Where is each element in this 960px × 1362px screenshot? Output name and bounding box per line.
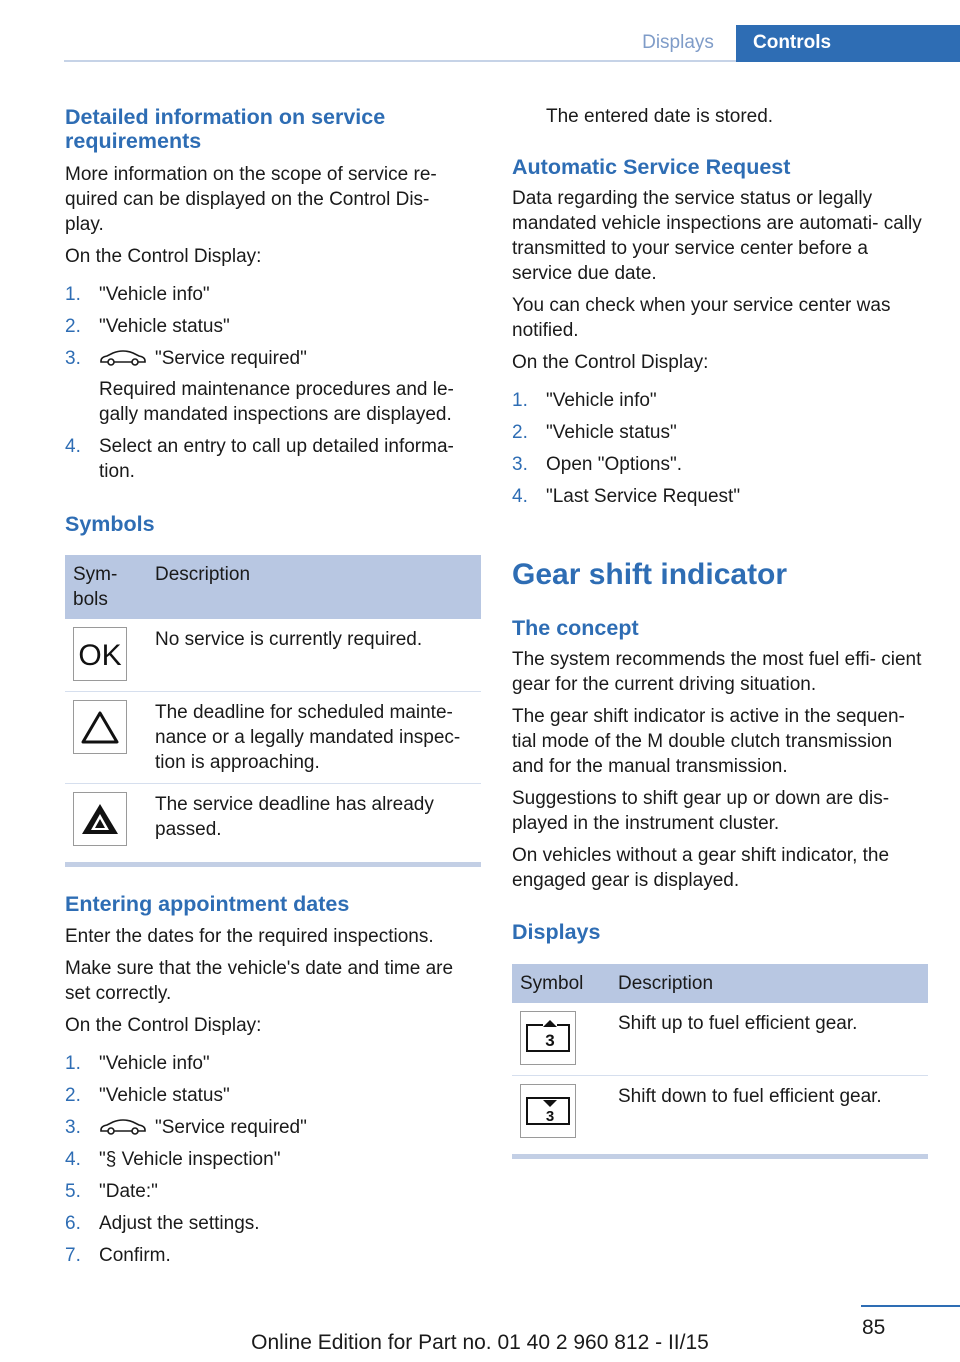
list-item: 3. "Service required" Required maintenance procedures and le- gally mandated inspections are displayed. bbox=[65, 348, 454, 425]
warning-triangle-icon bbox=[73, 700, 127, 754]
table-end-rule bbox=[65, 862, 481, 867]
gear-shift-heading: Gear shift indicator bbox=[512, 558, 788, 591]
appointment-heading: Entering appointment dates bbox=[65, 892, 350, 916]
symbols-table bbox=[65, 555, 481, 858]
list-item: 2. "Vehicle status" bbox=[65, 316, 230, 337]
asr-paragraph: On the Control Display: bbox=[512, 352, 709, 373]
footer-edition: Online Edition for Part no. 01 40 2 960 812 - II/15 bbox=[251, 1331, 709, 1354]
shift-up-icon bbox=[520, 1011, 576, 1065]
header-chapter-tab: Controls bbox=[736, 25, 960, 62]
header-section: Displays bbox=[642, 32, 714, 53]
list-item: 4. Select an entry to call up detailed informa- tion. bbox=[65, 436, 454, 482]
list-item: 1. "Vehicle info" bbox=[512, 390, 657, 411]
list-item: 5. "Date:" bbox=[65, 1181, 158, 1202]
detail-heading: Detailed information on service requirements bbox=[65, 105, 386, 153]
appointment-paragraph: Make sure that the vehicle's date and time are set correctly. bbox=[65, 958, 454, 1004]
table-row bbox=[65, 692, 481, 784]
detail-steps bbox=[65, 282, 481, 484]
concept-paragraph: On vehicles without a gear shift indicator, the engaged gear is displayed. bbox=[512, 845, 890, 891]
col-header-description: Description bbox=[610, 964, 928, 1003]
detail-paragraph: On the Control Display: bbox=[65, 246, 262, 267]
table-row bbox=[512, 1076, 928, 1151]
detail-paragraph: More information on the scope of service re- quired can be displayed on the Control Dis- play. bbox=[65, 164, 437, 235]
list-item: 3. "Service required" bbox=[65, 1117, 307, 1138]
ok-icon bbox=[73, 627, 127, 681]
list-item: 2. "Vehicle status" bbox=[512, 422, 677, 443]
list-item: 7. Confirm. bbox=[65, 1245, 171, 1266]
list-item: 1. "Vehicle info" bbox=[65, 1053, 210, 1074]
list-item: 1. "Vehicle info" bbox=[65, 284, 210, 305]
page-number: 85 bbox=[862, 1316, 886, 1339]
asr-paragraph: Data regarding the service status or legally mandated vehicle inspections are automati- cally transmitted to your service center before a service due date. bbox=[512, 188, 922, 284]
col-header-symbols: Sym- bols bbox=[65, 555, 147, 619]
appointment-paragraph: On the Control Display: bbox=[65, 1015, 262, 1036]
symbol-description: No service is currently required. bbox=[147, 619, 481, 692]
list-item: 2. "Vehicle status" bbox=[65, 1085, 230, 1106]
table-header-row bbox=[65, 555, 481, 619]
concept-paragraph: The system recommends the most fuel effi- cient gear for the current driving situation. bbox=[512, 649, 922, 695]
svg-text:3: 3 bbox=[545, 1031, 555, 1050]
footer-rule bbox=[861, 1305, 960, 1307]
col-header-symbol: Symbol bbox=[512, 964, 610, 1003]
list-item: 4. "Last Service Request" bbox=[512, 486, 741, 507]
symbols-heading: Symbols bbox=[65, 512, 155, 536]
list-item: 4. "§ Vehicle inspection" bbox=[65, 1149, 281, 1170]
symbol-description: Shift up to fuel efficient gear. bbox=[610, 1003, 928, 1076]
symbol-description: Shift down to fuel efficient gear. bbox=[618, 1086, 882, 1107]
stored-note: The entered date is stored. bbox=[546, 106, 774, 127]
displays-table bbox=[512, 964, 928, 1150]
appointment-paragraph: Enter the dates for the required inspections. bbox=[65, 926, 434, 947]
concept-paragraph: The gear shift indicator is active in the sequen- tial mode of the M double clutch transmission and for the manual transmission. bbox=[512, 706, 905, 777]
table-header-row bbox=[512, 964, 928, 1003]
concept-heading: The concept bbox=[512, 616, 639, 640]
shift-down-icon bbox=[520, 1084, 576, 1138]
symbol-description: The service deadline has already passed. bbox=[155, 794, 434, 840]
overdue-triangle-icon bbox=[73, 792, 127, 846]
list-item: 3. Open "Options". bbox=[512, 454, 683, 475]
displays-heading: Displays bbox=[512, 920, 601, 944]
asr-paragraph: You can check when your service center was notified. bbox=[512, 295, 891, 341]
appointment-steps bbox=[65, 1051, 481, 1268]
table-row bbox=[65, 784, 481, 859]
asr-heading: Automatic Service Request bbox=[512, 155, 791, 179]
svg-text:OK: OK bbox=[78, 639, 122, 669]
table-row bbox=[65, 619, 481, 692]
list-item: 6. Adjust the settings. bbox=[65, 1213, 260, 1234]
table-row bbox=[512, 1003, 928, 1076]
car-icon bbox=[99, 1118, 147, 1136]
asr-steps bbox=[512, 388, 928, 509]
concept-paragraph: Suggestions to shift gear up or down are dis- played in the instrument cluster. bbox=[512, 788, 890, 834]
car-icon bbox=[99, 349, 147, 367]
svg-text:3: 3 bbox=[545, 1108, 555, 1125]
symbol-description: The deadline for scheduled mainte- nance or a legally mandated inspec- tion is approaching. bbox=[147, 692, 481, 784]
table-end-rule bbox=[512, 1154, 928, 1159]
col-header-description: Description bbox=[147, 555, 481, 619]
